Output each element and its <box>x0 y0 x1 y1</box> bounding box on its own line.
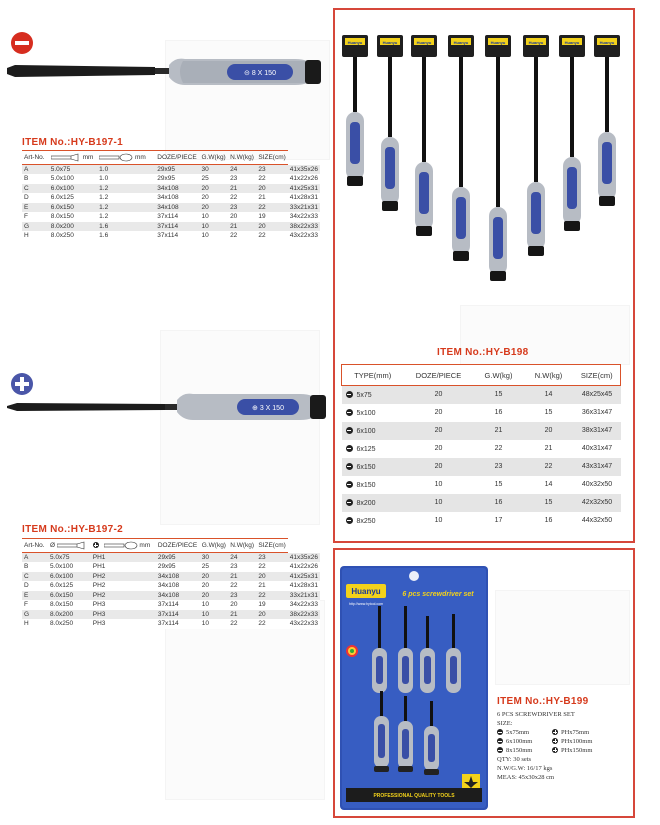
b199-description: 6 PCS SCREWDRIVER SET <box>497 711 575 718</box>
item-title-b197-1: ITEM No.:HY-B197-1 <box>22 137 123 148</box>
background-product-box <box>165 600 325 800</box>
table-row: E 6.0x150 1.2 34x108 20 23 22 33x21x31 <box>24 203 318 211</box>
table-row: 8x150 10 15 14 40x32x50 <box>342 476 621 494</box>
table-row: 5x75 20 15 14 48x25x45 <box>342 386 621 404</box>
item-title-b197-2: ITEM No.:HY-B197-2 <box>22 524 123 535</box>
table-row: A 5.0x75 1.0 29x95 30 24 23 41x35x26 <box>24 165 318 173</box>
col-art-no: Art-No. <box>22 151 49 165</box>
col-blade-size <box>48 539 91 553</box>
col-tip-unit: mm <box>139 542 151 550</box>
table-row: H 8.0x250 1.6 37x114 10 22 22 43x22x33 <box>24 232 318 240</box>
col-doze-piece: DOZE/PIECE <box>155 151 199 165</box>
table-row: D 6.0x125 1.2 34x108 20 22 21 41x28x31 <box>24 194 318 202</box>
col-net-weight: N.W(kg) <box>524 365 574 386</box>
card-brand-label: Huanyu <box>416 40 432 45</box>
slotted-icon <box>497 747 503 753</box>
card-brand-label: Huanyu <box>347 40 363 45</box>
col-size: SIZE(cm) <box>256 539 287 553</box>
b199-weights: N.W/G.W: 16/17 kgs <box>497 765 553 772</box>
b199-size-phillips: PHx75mm <box>561 729 590 736</box>
table-row: 6x100 20 21 20 38x31x47 <box>342 422 621 440</box>
b199-size-phillips: PHx150mm <box>561 747 593 754</box>
col-type: TYPE(mm) <box>342 365 404 386</box>
table-row: F 8.0x150 PH3 37x114 10 20 19 34x22x33 <box>24 601 318 609</box>
blade-diagram-icon <box>51 153 81 162</box>
table-row: 6x125 20 22 21 40x31x47 <box>342 440 621 458</box>
b199-blister-package-image <box>340 566 490 811</box>
table-row: 5x100 20 16 15 36x31x47 <box>342 404 621 422</box>
background-product-box <box>160 330 320 525</box>
package-brand: Huanyu <box>351 587 381 596</box>
col-tip-size <box>91 539 156 553</box>
col-size: SIZE(cm) <box>256 151 287 165</box>
card-brand-label: Huanyu <box>528 40 544 45</box>
card-brand-label: Huanyu <box>490 40 506 45</box>
slotted-icon <box>497 729 503 735</box>
phillips-tip-icon <box>93 542 99 548</box>
table-row: A 5.0x75 PH1 29x95 30 24 23 41x35x26 <box>24 553 318 561</box>
package-set-name: 6 pcs screwdriver set <box>402 591 474 598</box>
table-row: C 6.0x100 PH2 34x108 20 21 20 41x25x31 <box>24 572 318 580</box>
spec-table-b197-1 <box>22 150 320 241</box>
item-title-b198: ITEM No.:HY-B198 <box>437 347 529 358</box>
table-row: B 5.0x100 1.0 29x95 25 23 22 41x22x26 <box>24 175 318 183</box>
slotted-icon <box>346 445 353 452</box>
slotted-icon <box>346 463 353 470</box>
hanging-screwdriver <box>523 35 549 256</box>
slotted-icon <box>346 517 353 524</box>
table-row: 8x200 10 16 15 42x32x50 <box>342 494 621 512</box>
hanging-screwdriver <box>377 35 403 211</box>
slotted-icon <box>346 481 353 488</box>
col-tip-unit: mm <box>134 154 146 162</box>
table-row: H 8.0x250 PH3 37x114 10 22 22 43x22x33 <box>24 620 318 628</box>
blade-diagram-icon <box>57 541 87 550</box>
b199-qty: QTY: 30 sets <box>497 756 532 763</box>
b197-2-rows <box>22 553 320 629</box>
table-row: D 6.0x125 PH2 34x108 20 22 21 41x28x31 <box>24 582 318 590</box>
col-net-weight: N.W(kg) <box>228 539 256 553</box>
b198-rows <box>342 386 621 530</box>
hanging-screwdriver <box>448 35 474 261</box>
slotted-icon <box>346 409 353 416</box>
card-brand-label: Huanyu <box>453 40 469 45</box>
background-product-box <box>495 590 630 685</box>
b199-size-label: SIZE: <box>497 720 513 727</box>
col-net-weight: N.W(kg) <box>228 151 256 165</box>
table-row: G 8.0x200 PH3 37x114 10 21 20 38x22x33 <box>24 610 318 618</box>
table-row: F 8.0x150 1.2 37x114 10 20 19 34x22x33 <box>24 213 318 221</box>
item-title-b199: ITEM No.:HY-B199 <box>497 696 589 707</box>
col-blade-size <box>49 151 97 165</box>
table-row: C 6.0x100 1.2 34x108 20 21 20 41x25x31 <box>24 184 318 192</box>
hanging-screwdriver <box>485 35 511 281</box>
card-brand-label: Huanyu <box>599 40 615 45</box>
slotted-icon <box>497 738 503 744</box>
col-tip-size <box>97 151 155 165</box>
col-gross-weight: G.W(kg) <box>200 539 228 553</box>
slotted-icon <box>346 391 353 398</box>
col-size: SIZE(cm) <box>574 365 621 386</box>
card-brand-label: Huanyu <box>382 40 398 45</box>
card-brand-label: Huanyu <box>564 40 580 45</box>
b199-size-slotted: 5x75mm <box>506 729 530 736</box>
phillips-icon <box>552 747 558 753</box>
slotted-type-icon <box>11 32 33 54</box>
col-art-no: Art-No. <box>22 539 48 553</box>
slotted-screwdriver-image <box>5 55 325 90</box>
b199-size-slotted: 6x100mm <box>506 738 533 745</box>
hanging-screwdriver <box>411 35 437 236</box>
package-site: http://www.hytool.com <box>348 602 384 606</box>
col-doze-piece: DOZE/PIECE <box>404 365 474 386</box>
hanging-screwdriver <box>559 35 585 231</box>
table-row: 8x250 10 17 16 44x32x50 <box>342 512 621 530</box>
col-gross-weight: G.W(kg) <box>200 151 229 165</box>
b197-1-rows <box>22 165 320 241</box>
spec-table-b198 <box>341 364 621 530</box>
phillips-screwdriver-image <box>5 390 330 425</box>
hanging-screwdriver <box>594 35 620 206</box>
slotted-icon <box>346 499 353 506</box>
package-quality: PROFESSIONAL QUALITY TOOLS <box>373 793 455 799</box>
table-row: B 5.0x100 PH1 29x95 25 23 22 41x22x26 <box>24 563 318 571</box>
handle-size-label: ⊕ 3 X 150 <box>252 405 284 412</box>
col-doze-piece: DOZE/PIECE <box>156 539 200 553</box>
col-diameter-symbol: Ø <box>50 542 56 550</box>
col-gross-weight: G.W(kg) <box>474 365 524 386</box>
table-row: G 8.0x200 1.6 37x114 10 21 20 38x22x33 <box>24 222 318 230</box>
b199-size-phillips: PHx100mm <box>561 738 593 745</box>
b199-size-slotted: 8x150mm <box>506 747 533 754</box>
table-row: E 6.0x150 PH2 34x108 20 23 22 33x21x31 <box>24 591 318 599</box>
phillips-icon <box>552 738 558 744</box>
table-row: 6x150 20 23 22 43x31x47 <box>342 458 621 476</box>
tip-diagram-icon <box>104 541 138 550</box>
hanging-screwdriver <box>342 35 368 186</box>
spec-table-b197-2 <box>22 538 320 629</box>
col-blade-unit: mm <box>82 154 94 162</box>
handle-size-label: ⊝ 8 X 150 <box>244 70 276 77</box>
tip-diagram-icon <box>99 153 133 162</box>
slotted-icon <box>346 427 353 434</box>
b198-hanging-screwdrivers-image <box>337 35 632 305</box>
b199-info-block <box>497 710 632 782</box>
phillips-icon <box>552 729 558 735</box>
b199-measure: MEAS: 45x30x28 cm <box>497 774 555 781</box>
